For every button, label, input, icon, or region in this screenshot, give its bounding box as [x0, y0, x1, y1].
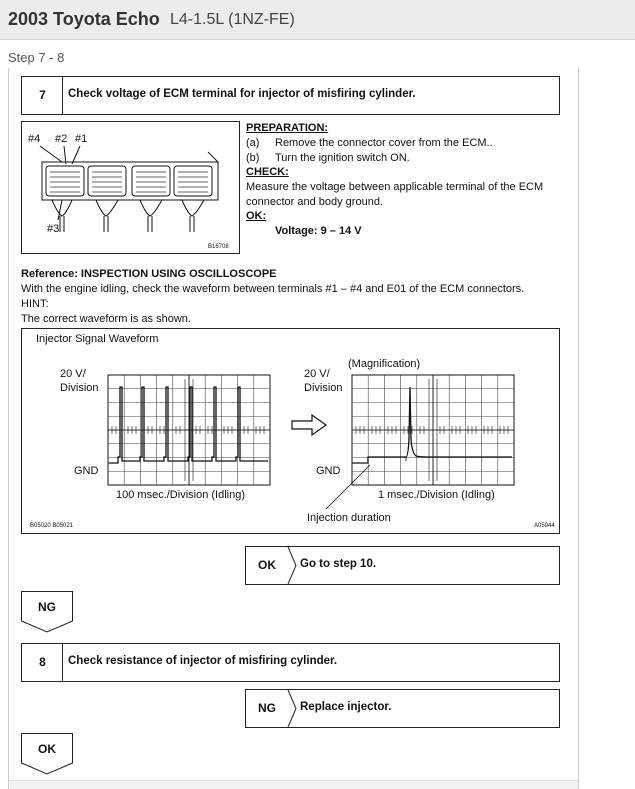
ng-flag[interactable] — [21, 591, 73, 633]
step7-header — [21, 76, 560, 115]
pin-label-4: #4 — [28, 133, 41, 145]
check-line-1: Measure the voltage between applicable terminal of the ECM — [246, 181, 544, 193]
left-division-label: Division — [60, 382, 99, 394]
prep-b-letter: (b) — [246, 152, 260, 164]
document-page — [8, 68, 579, 789]
waveform-title: Injector Signal Waveform — [36, 333, 159, 345]
step7-title: Check voltage of ECM terminal for injector of misfiring cylinder. — [68, 88, 416, 100]
left-volts-division: 20 V/ — [60, 368, 86, 380]
prep-a-letter: (a) — [246, 137, 260, 149]
right-volts-division: 20 V/ — [304, 368, 330, 380]
check-label: CHECK: — [246, 166, 289, 178]
page-title: 2003 Toyota Echo — [8, 9, 160, 29]
waveform-drawing — [22, 329, 561, 535]
ng-replace-injector[interactable] — [245, 689, 560, 728]
step8-header — [21, 643, 560, 682]
header-bar — [0, 0, 635, 40]
ok-flag[interactable] — [21, 733, 73, 775]
bottom-strip — [9, 780, 579, 789]
ok-label: OK: — [246, 210, 267, 222]
engine-subtitle: L4-1.5L (1NZ-FE) — [170, 11, 295, 28]
step7-number: 7 — [39, 88, 46, 102]
waveform-figure — [21, 328, 560, 534]
pin-label-3: #3 — [47, 223, 60, 235]
right-time-scale: 1 msec./Division (Idling) — [378, 489, 495, 501]
goto-step10-text: Go to step 10. — [300, 558, 377, 570]
left-time-scale: 100 msec./Division (Idling) — [116, 489, 245, 501]
step-label: Step 7 - 8 — [8, 50, 65, 65]
reference-line-1: With the engine idling, check the waveform between terminals #1 – #4 and E01 of the ECM connectors. — [21, 283, 525, 295]
left-gnd-label: GND — [74, 465, 99, 477]
ng-label: NG — [38, 600, 56, 614]
pin-label-1: #1 — [75, 133, 88, 145]
preparation-label: PREPARATION: — [246, 122, 329, 134]
figure-code-left: B05020 B05021 — [30, 523, 74, 529]
ecm-connector-drawing — [22, 122, 241, 255]
injection-duration-label: Injection duration — [307, 512, 391, 524]
ok-goto-step10[interactable] — [245, 546, 560, 585]
reference-line-2: The correct waveform is as shown. — [21, 313, 191, 325]
reference-heading: Reference: INSPECTION USING OSCILLOSCOPE — [21, 268, 277, 280]
replace-injector-text: Replace injector. — [300, 701, 392, 713]
connector-figure — [21, 121, 240, 254]
pin-label-2: #2 — [55, 133, 68, 145]
prep-b-text: Turn the ignition switch ON. — [275, 152, 410, 164]
magnification-label: (Magnification) — [348, 358, 421, 370]
check-line-2: connector and body ground. — [246, 196, 383, 208]
ng-tag: NG — [258, 701, 276, 715]
figure-code-right: A05944 — [534, 523, 555, 529]
ok-tag: OK — [258, 558, 276, 572]
ok-label: OK — [38, 742, 56, 756]
step8-title: Check resistance of injector of misfiring cylinder. — [68, 655, 338, 667]
hint-label: HINT: — [21, 298, 49, 310]
figure-code: B16708 — [208, 244, 229, 250]
right-gnd-label: GND — [316, 465, 341, 477]
step8-number: 8 — [39, 655, 46, 669]
right-division-label: Division — [304, 382, 343, 394]
prep-a-text: Remove the connector cover from the ECM.. — [275, 137, 493, 149]
ok-voltage: Voltage: 9 – 14 V — [275, 225, 362, 237]
